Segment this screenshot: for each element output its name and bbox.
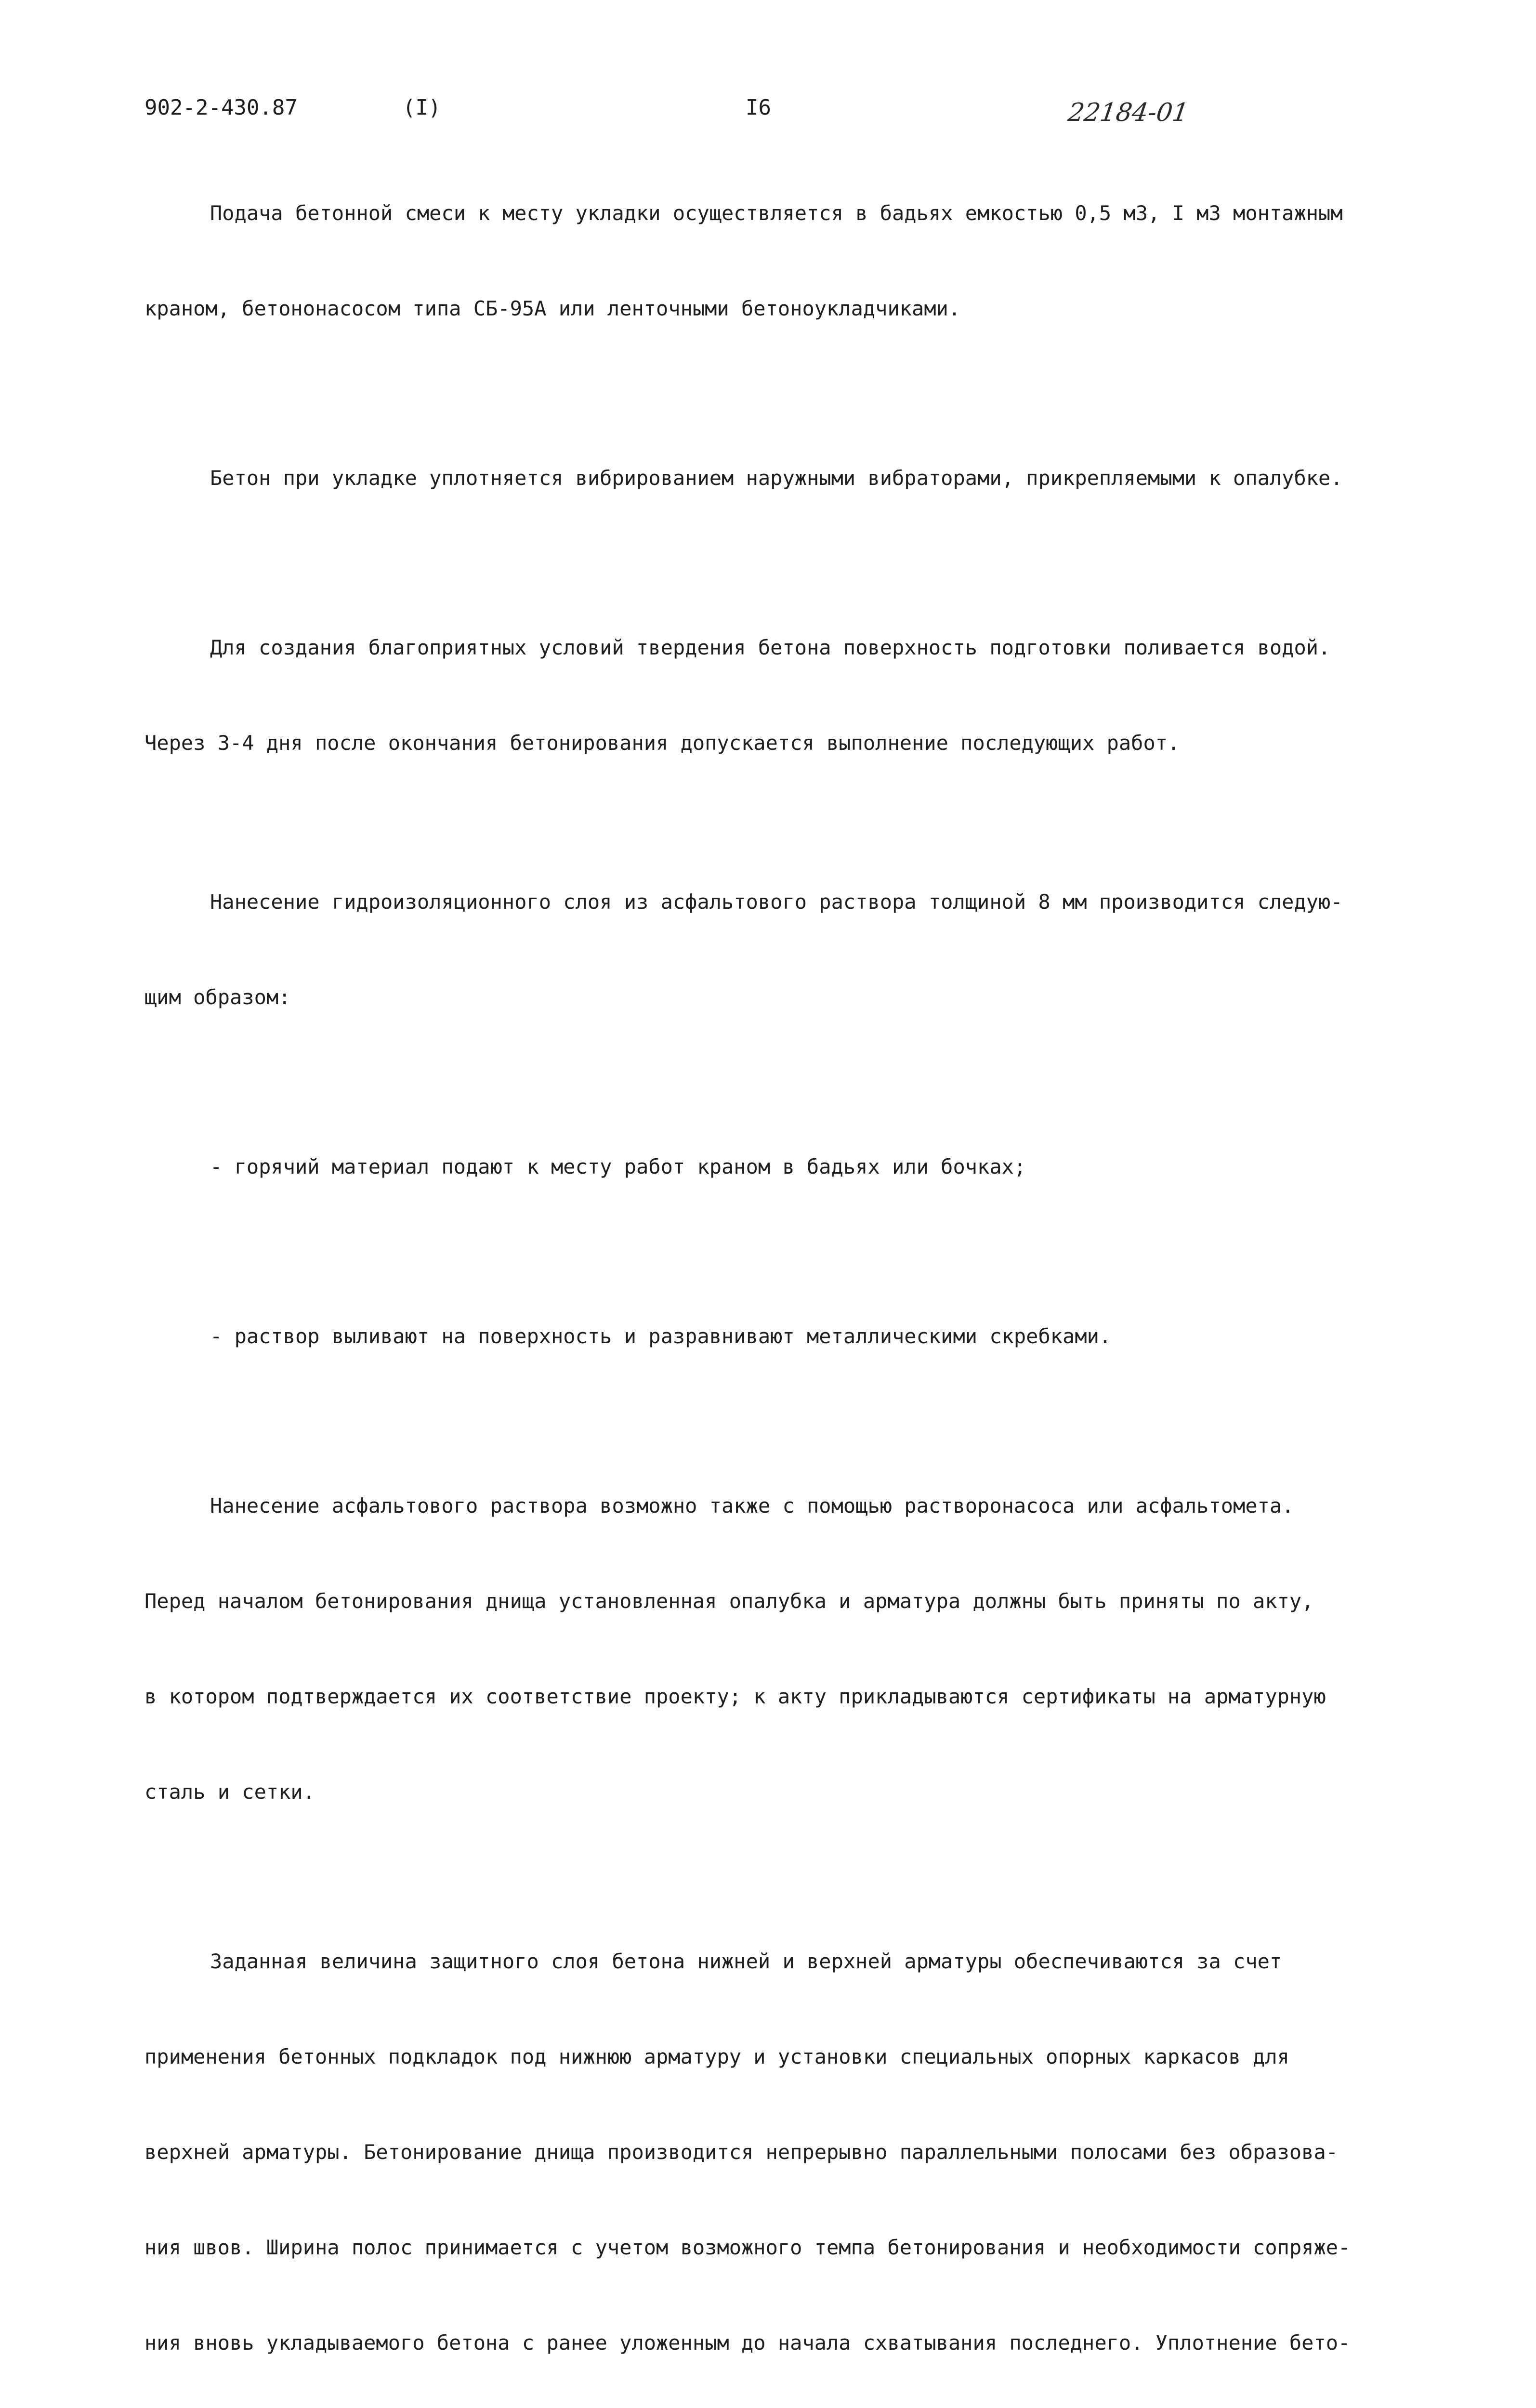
text-line: верхней арматуры. Бетонирование днища производится непрерывно параллельными полосами без образова-: [144, 2140, 1339, 2164]
paragraph: [144, 823, 1455, 1077]
page-number: I6: [746, 95, 771, 120]
text-line: Бетон при укладке уплотняется вибрированием наружными вибраторами, прикрепляемыми к опалубке.: [210, 466, 1343, 490]
paragraph: [144, 1426, 1455, 1871]
text-line: Для создания благоприятных условий твердения бетона поверхность подготовки поливается водой.: [210, 636, 1331, 659]
list-item: [144, 1087, 1455, 1246]
text-line: ния вновь укладываемого бетона с ранее уложенным до начала схватывания последнего. Уплотнение бето-: [144, 2331, 1351, 2355]
paragraph: [144, 568, 1455, 823]
text-line: краном, бетононасосом типа СБ-95А или ленточными бетоноукладчиками.: [144, 297, 961, 320]
text-line: сталь и сетки.: [144, 1780, 315, 1804]
text-line: в котором подтверждается их соответствие проекту; к акту прикладываются сертификаты на арматурную: [144, 1685, 1326, 1708]
list-item: [144, 1257, 1455, 1416]
handwritten-number: 22184-01: [1066, 98, 1191, 127]
document-part: (I): [403, 95, 441, 120]
document-code: 902-2-430.87: [144, 95, 298, 120]
paragraph: [144, 134, 1455, 388]
document-body: [144, 134, 1455, 2408]
text-line: Заданная величина защитного слоя бетона нижней и верхней арматуры обеспечиваются за счет: [210, 1950, 1282, 1973]
paragraph: [144, 1882, 1455, 2408]
text-line: применения бетонных подкладок под нижнюю арматуру и установки специальных опорных каркасов для: [144, 2045, 1289, 2068]
text-line: Подача бетонной смеси к месту укладки осуществляется в бадьях емкостью 0,5 м3, I м3 монтажным: [210, 201, 1343, 225]
text-line: щим образом:: [144, 985, 291, 1009]
text-line: ния швов. Ширина полос принимается с учетом возможного темпа бетонирования и необходимости сопряже-: [144, 2236, 1351, 2259]
text-line: Через 3-4 дня после окончания бетонирования допускается выполнение последующих работ.: [144, 731, 1180, 755]
text-line: Нанесение гидроизоляционного слоя из асфальтового раствора толщиной 8 мм производится следую-: [210, 890, 1343, 914]
text-line: Перед началом бетонирования днища установленная опалубка и арматура должны быть приняты по акту,: [144, 1589, 1314, 1613]
paragraph: [144, 399, 1455, 558]
text-line: - раствор выливают на поверхность и разравнивают металлическими скребками.: [210, 1324, 1112, 1348]
text-line: - горячий материал подают к месту работ краном в бадьях или бочках;: [210, 1155, 1026, 1178]
text-line: Нанесение асфальтового раствора возможно также с помощью растворонасоса или асфальтомета.: [210, 1494, 1294, 1518]
